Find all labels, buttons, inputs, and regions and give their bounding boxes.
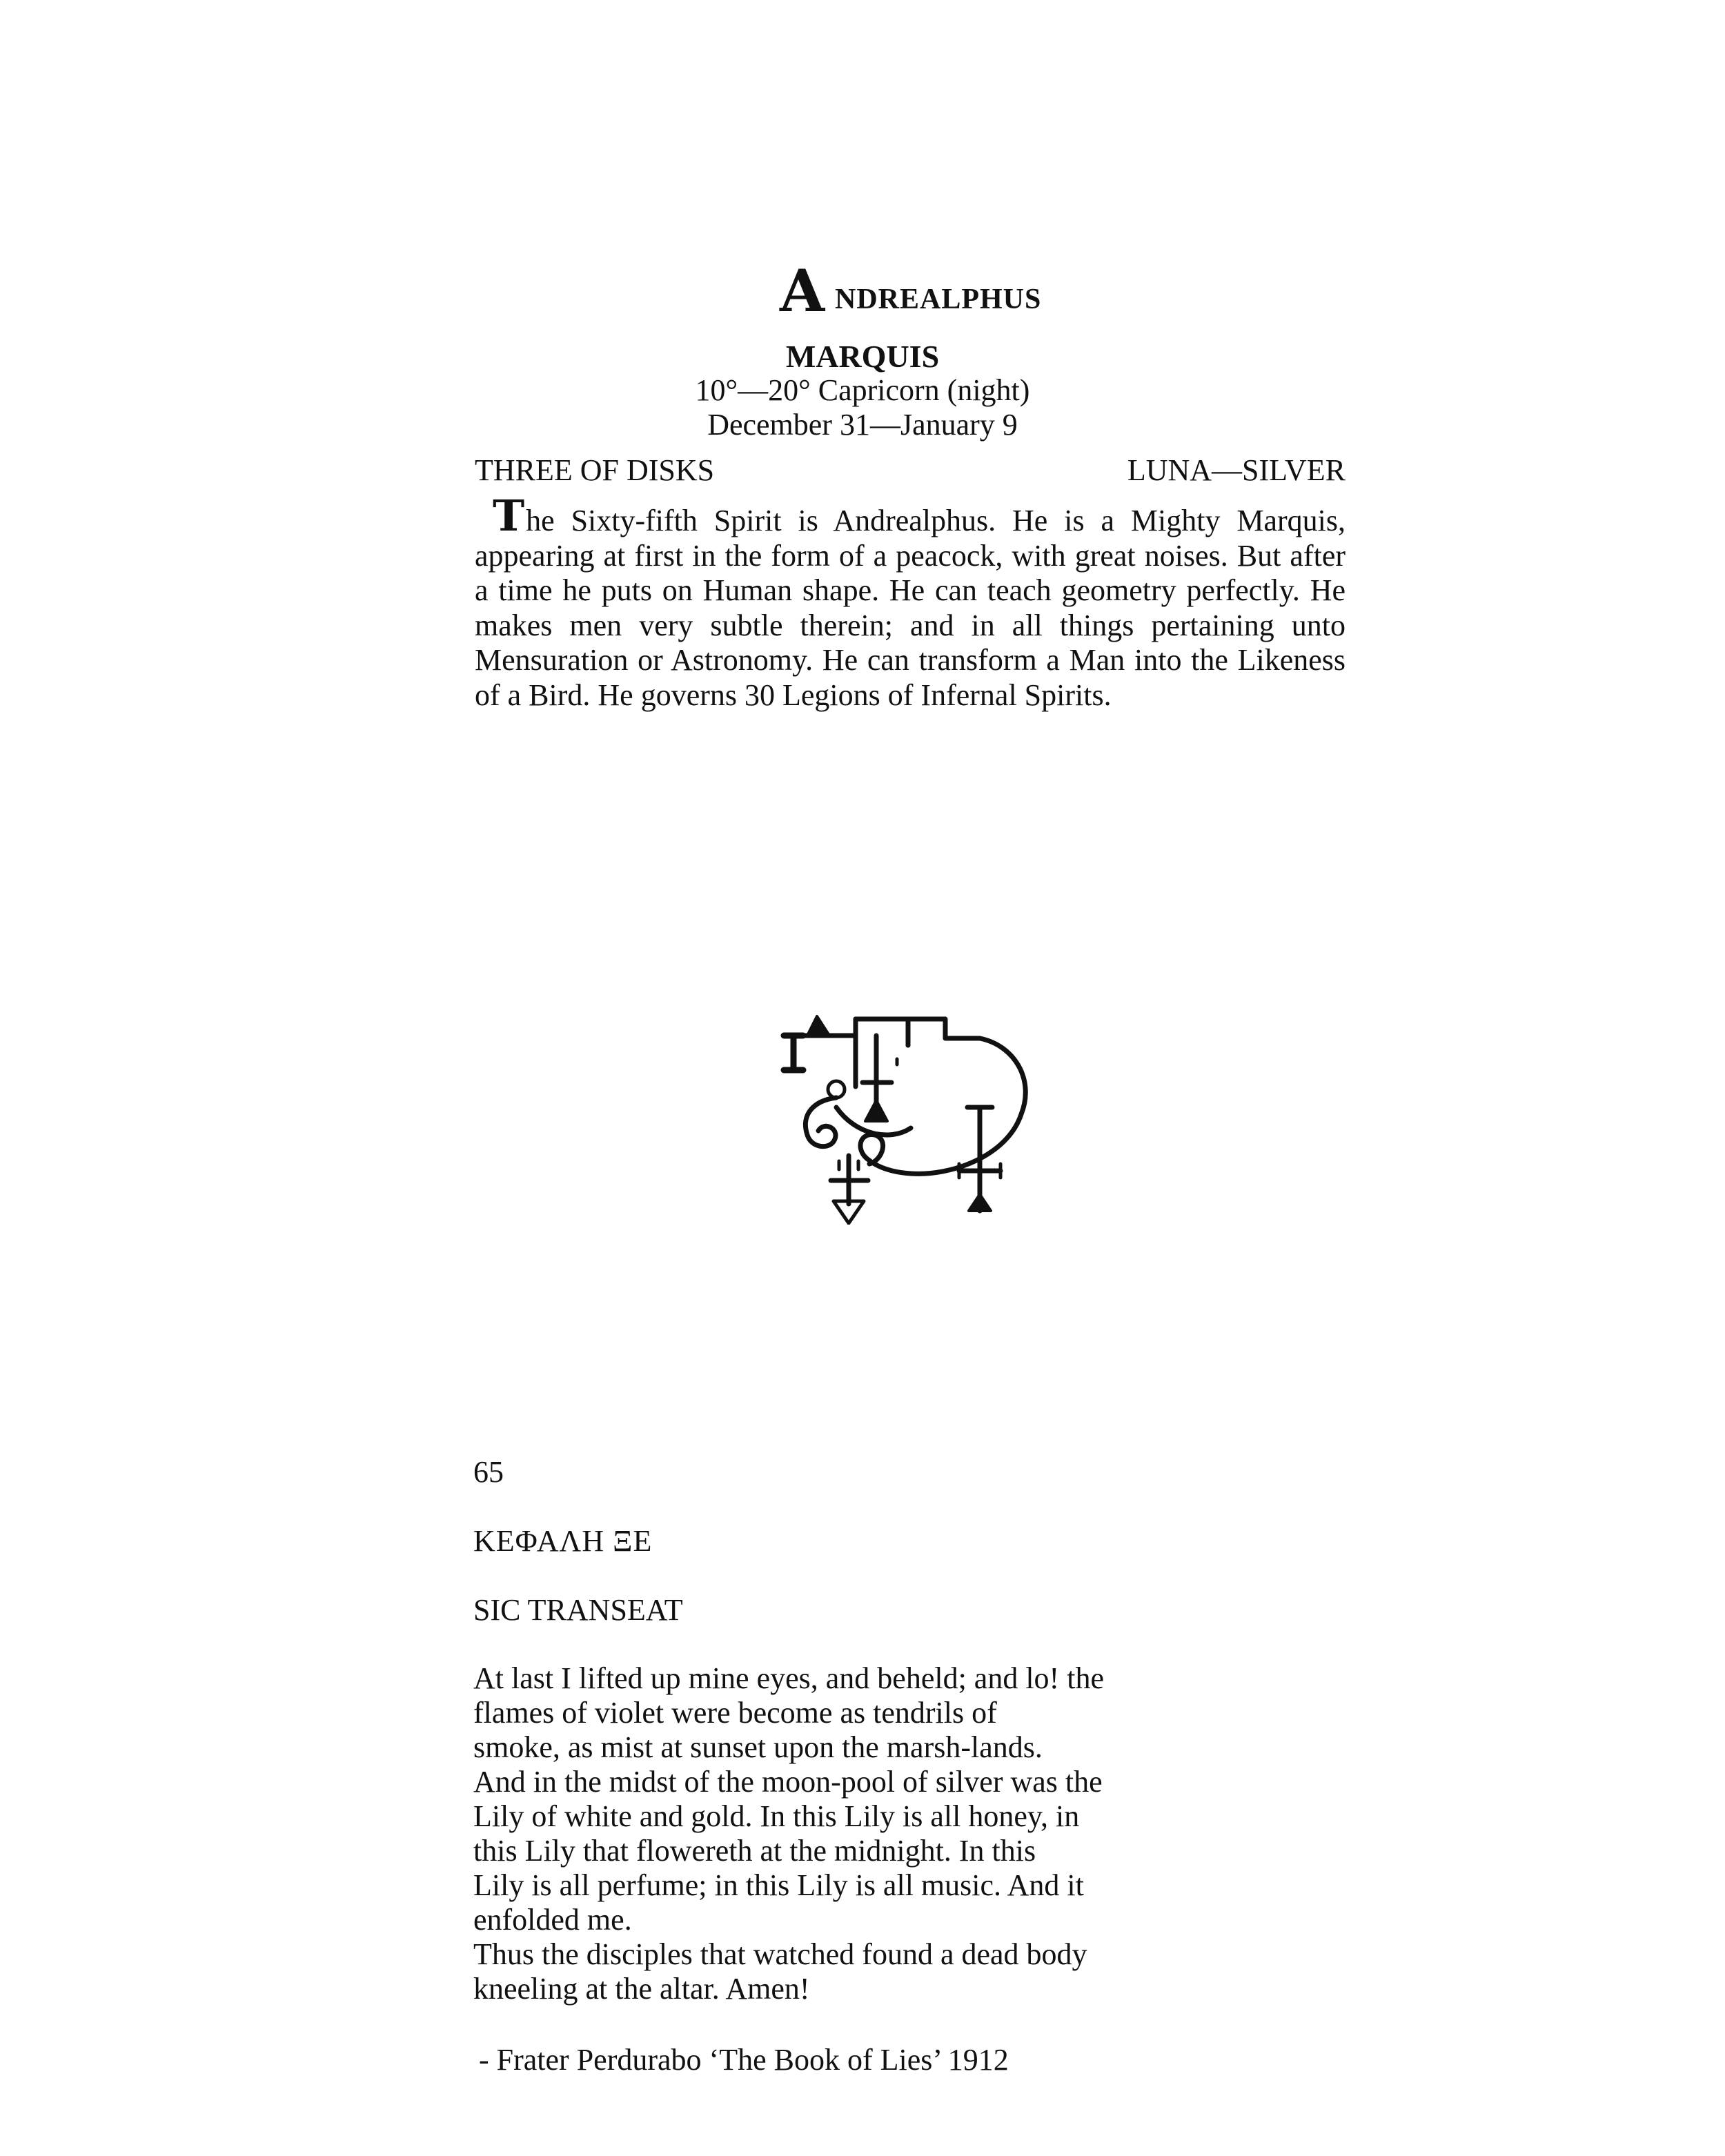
poem-paragraph	[473, 1937, 1439, 2006]
desc-line: Man into the Likeness of a Bird. He governs 30 Legions of Infernal	[475, 643, 1346, 712]
poem-line: flames of violet were become as tendrils of	[473, 1696, 997, 1730]
poem-line: At last I lifted up mine eyes, and beheld; and lo! the	[473, 1661, 1104, 1695]
desc-line: perfectly. He makes men very subtle therein; and in all things	[475, 573, 1346, 642]
desc-line: Spirits.	[1024, 678, 1112, 712]
poem-line: Thus the disciples that watched found a dead body	[473, 1937, 1087, 1971]
desc-line: after a time he puts on Human shape. He can teach geometry	[475, 538, 1346, 607]
date-range: December 31—January 9	[707, 408, 1018, 442]
poem-line: smoke, as mist at sunset upon the marsh-lands.	[473, 1730, 1043, 1764]
spirit-name-heading	[780, 257, 1070, 325]
heading-rest: NDREALPHUS	[835, 284, 1042, 315]
sigil-image	[773, 1004, 1049, 1225]
drop-cap: T	[493, 491, 525, 541]
chapter-number: 65	[473, 1455, 504, 1489]
rank-label: MARQUIS	[785, 339, 940, 374]
spirit-description	[475, 491, 1346, 713]
tarot-card: THREE OF DISKS	[475, 453, 715, 487]
poem-paragraph	[473, 1661, 1439, 1765]
greek-title: ΚΕΦΑΛΗ ΞΕ	[473, 1524, 653, 1558]
desc-line: he Sixty-fifth Spirit is Andrealphus. He is a Mighty Marquis,	[526, 504, 1346, 537]
planet-metal: LUNA—SILVER	[1127, 453, 1346, 487]
poem-line: Lily of white and gold. In this Lily is all honey, in	[473, 1799, 1080, 1833]
latin-title: SIC TRANSEAT	[473, 1593, 683, 1627]
poem-line: enfolded me.	[473, 1903, 632, 1937]
heading-initial: A	[780, 257, 825, 325]
poem-paragraph	[473, 1765, 1439, 1937]
attribution: - Frater Perdurabo ‘The Book of Lies’ 1912	[479, 2043, 1009, 2077]
poem	[473, 1661, 1439, 2006]
zodiac-degrees: 10°—20° Capricorn (night)	[695, 373, 1030, 407]
poem-line: Lily is all perfume; in this Lily is all music. And it	[473, 1868, 1084, 1902]
poem-line: this Lily that flowereth at the midnight. In this	[473, 1834, 1036, 1868]
desc-line: pertaining unto Mensuration or Astronomy. He can transform a	[475, 608, 1346, 677]
desc-line: appearing at first in the form of a peacock, with great noises. But	[475, 538, 1281, 573]
poem-line: kneeling at the altar. Amen!	[473, 1972, 810, 2006]
poem-line: And in the midst of the moon-pool of silver was the	[473, 1765, 1103, 1799]
